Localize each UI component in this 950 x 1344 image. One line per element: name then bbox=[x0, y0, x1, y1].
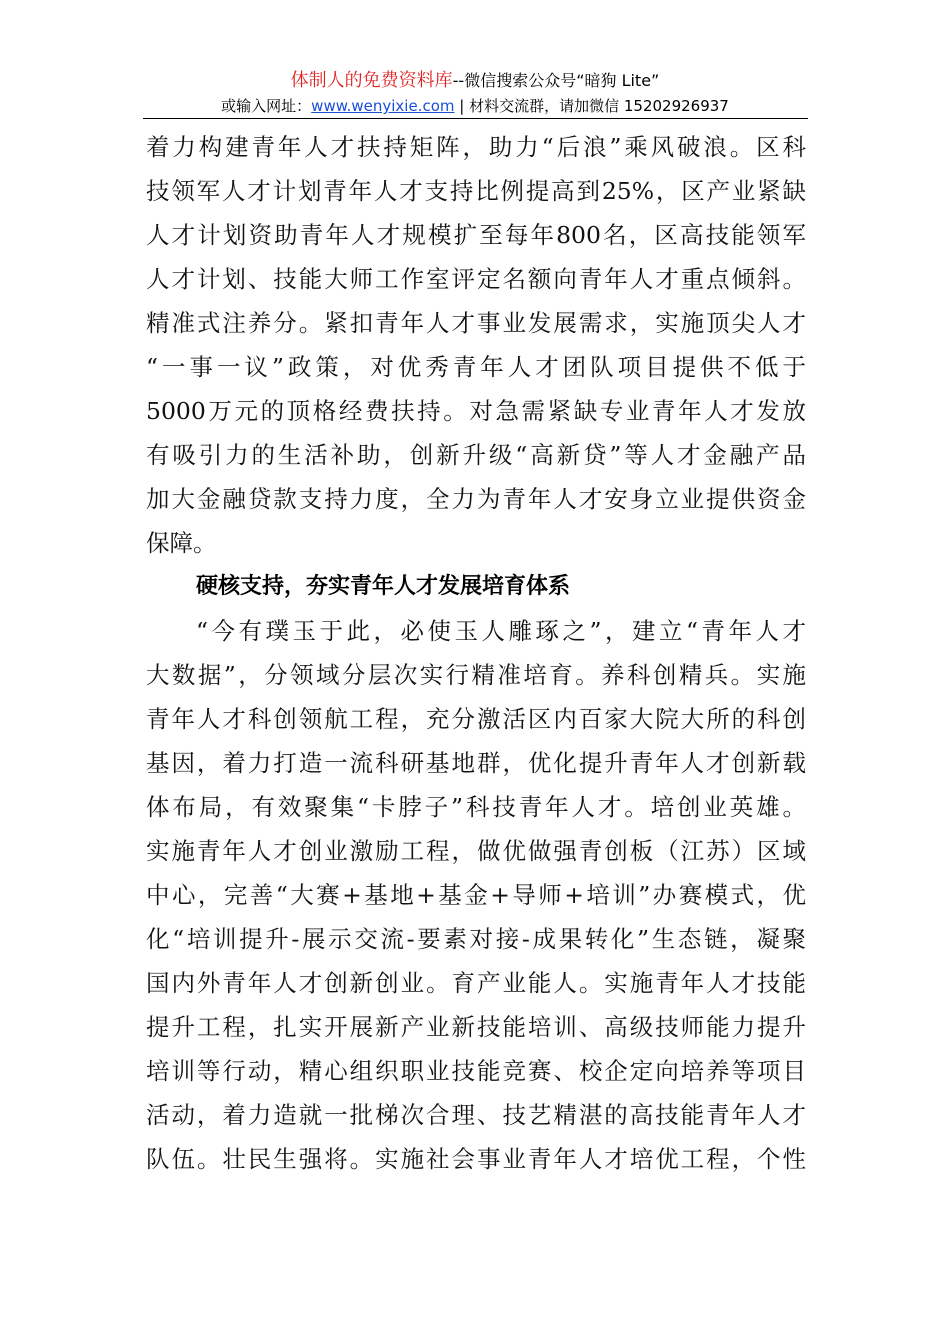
body-line: 人才计划、技能大师工作室评定名额向青年人才重点倾斜。 bbox=[146, 265, 806, 293]
body-line: 青年人才科创领航工程，充分激活区内百家大院大所的科创 bbox=[146, 705, 806, 733]
body-line: 培训等行动，精心组织职业技能竞赛、校企定向培养等项目 bbox=[146, 1057, 806, 1085]
header-divider bbox=[143, 118, 808, 119]
body-line: 活动，着力造就一批梯次合理、技艺精湛的高技能青年人才 bbox=[146, 1101, 806, 1129]
body-line: “一事一议”政策，对优秀青年人才团队项目提供不低于 bbox=[146, 353, 806, 381]
body-line: 队伍。壮民生强将。实施社会事业青年人才培优工程，个性 bbox=[146, 1145, 806, 1173]
body-line: 5000万元的顶格经费扶持。对急需紧缺专业青年人才发放 bbox=[146, 397, 806, 425]
body-line: 技领军人才计划青年人才支持比例提高到25%，区产业紧缺 bbox=[146, 177, 806, 205]
header-contact-line bbox=[0, 94, 950, 118]
body-line: 提升工程，扎实开展新产业新技能培训、高级技师能力提升 bbox=[146, 1013, 806, 1041]
body-line: 实施青年人才创业激励工程，做优做强青创板（江苏）区域 bbox=[146, 837, 806, 865]
section-heading: 硬核支持，夯实青年人才发展培育体系 bbox=[196, 574, 571, 599]
header-tagline: --微信搜索公众号“暗狗 Lite” bbox=[452, 71, 660, 90]
document-body bbox=[146, 125, 806, 1181]
body-line: 着力构建青年人才扶持矩阵，助力“后浪”乘风破浪。区科 bbox=[146, 133, 806, 161]
header-url-prefix: 或输入网址： bbox=[221, 97, 312, 115]
body-line: 国内外青年人才创新创业。育产业能人。实施青年人才技能 bbox=[146, 969, 806, 997]
header-banner bbox=[0, 68, 950, 94]
body-line: 化“培训提升-展示交流-要素对接-成果转化”生态链，凝聚 bbox=[146, 925, 806, 953]
body-line: 人才计划资助青年人才规模扩至每年800名，区高技能领军 bbox=[146, 221, 806, 249]
body-line: 基因，着力打造一流科研基地群，优化提升青年人才创新载 bbox=[146, 749, 806, 777]
header-contact: | 材料交流群，请加微信 15202926937 bbox=[454, 97, 729, 115]
header-brand: 体制人的免费资料库 bbox=[290, 70, 453, 91]
body-line: 精准式注养分。紧扣青年人才事业发展需求，实施顶尖人才 bbox=[146, 309, 806, 337]
header-url-link[interactable]: www.wenyixie.com bbox=[311, 97, 455, 115]
body-line: 大数据”，分领域分层次实行精准培育。养科创精兵。实施 bbox=[146, 661, 806, 689]
body-line: 有吸引力的生活补助，创新升级“高新贷”等人才金融产品 bbox=[146, 441, 806, 469]
body-line: “今有璞玉于此，必使玉人雕琢之”，建立“青年人才 bbox=[196, 617, 806, 645]
body-line: 保障。 bbox=[146, 529, 217, 557]
body-line: 中心，完善“大赛+基地+基金+导师+培训”办赛模式，优 bbox=[146, 881, 806, 909]
body-line: 加大金融贷款支持力度，全力为青年人才安身立业提供资金 bbox=[146, 485, 806, 513]
body-line: 体布局，有效聚集“卡脖子”科技青年人才。培创业英雄。 bbox=[146, 793, 806, 821]
